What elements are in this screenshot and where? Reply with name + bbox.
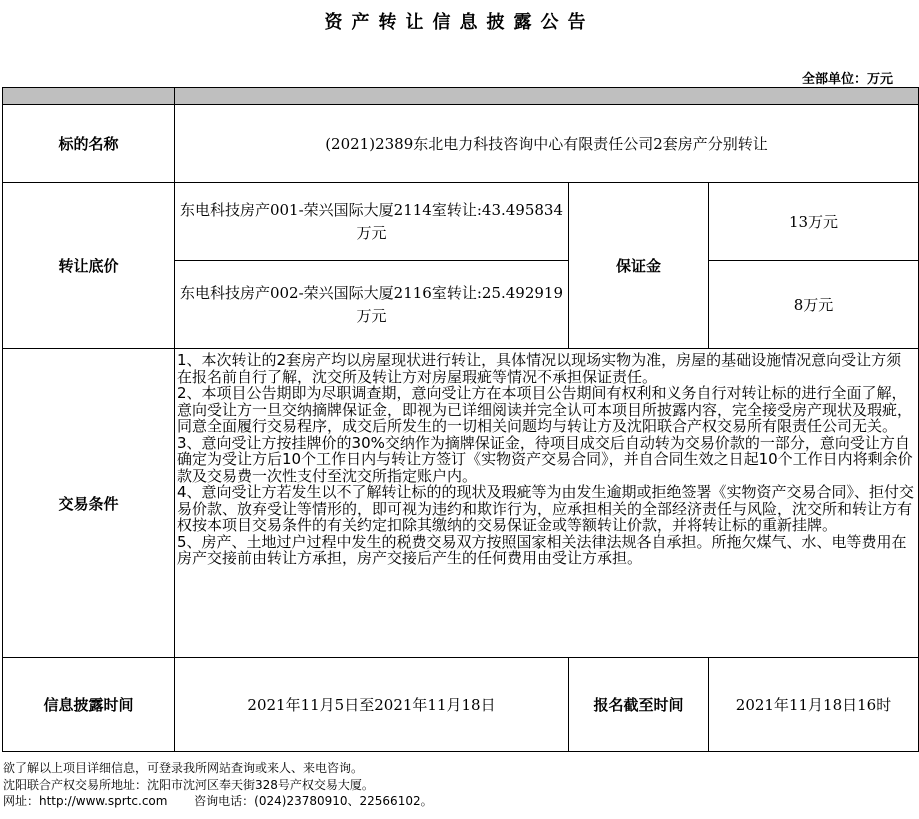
deposit-value-1: 13万元	[709, 183, 919, 261]
price-row-1	[3, 183, 919, 261]
footer-line-1: 欲了解以上项目详细信息，可登录我所网站查询或来人、来电咨询。	[3, 761, 364, 775]
conditions-text	[175, 349, 919, 658]
price-item-2: 东电科技房产002-荣兴国际大厦2116室转让:25.492919万元	[175, 261, 569, 349]
unit-label: 全部单位：万元	[801, 72, 893, 87]
price-label: 转让底价	[3, 183, 175, 349]
footer-line-3	[3, 793, 433, 810]
condition-item-1: 1、本次转让的2套房产均以房屋现状进行转让，具体情况以现场实物为准，房屋的基础设施情况意向受让方须在报名前自行了解，沈交所及转让方对房屋瑕疵等情况不承担保证责任。	[177, 351, 902, 386]
conditions-row	[3, 349, 919, 658]
subject-row	[3, 105, 919, 183]
condition-item-2: 2、本项目公告期即为尽职调查期，意向受让方在本项目公告期间有权利和义务自行对转让标的进行全面了解，意向受让方一旦交纳摘牌保证金，即视为已详细阅读并完全认可本项目所披露内容，完全接受房产现状及瑕疵，同意全面履行交易程序，成交后所发生的一切相关问题均与转让方及沈阳联合产权交易所有限责任公司无关。	[177, 384, 913, 435]
footer-line-2: 沈阳联合产权交易所地址：沈阳市沈河区奉天街328号产权交易大厦。	[3, 777, 374, 792]
announcement-table	[2, 87, 919, 752]
price-item-1: 东电科技房产001-荣兴国际大厦2114室转让:43.495834万元	[175, 183, 569, 261]
table-header-bar	[3, 88, 919, 105]
subject-value: (2021)2389东北电力科技咨询中心有限责任公司2套房产分别转让	[175, 105, 919, 183]
deadline-label: 报名截至时间	[569, 658, 709, 752]
timing-row	[3, 658, 919, 752]
disclosure-value: 2021年11月5日至2021年11月18日	[175, 658, 569, 752]
condition-item-4: 4、意向受让方若发生以不了解转让标的的现状及瑕疵等为由发生逾期或拒绝签署《实物资产交易合同》、拒付交易价款、放弃受让等情形的，即可视为违约和欺诈行为，应承担相关的全部经济责任与风险，沈交所和转让方有权按本项目交易条件的有关约定扣除其缴纳的交易保证金或等额转让价款，并将转让标的重新挂牌。	[177, 483, 915, 534]
condition-item-5: 5、房产、土地过户过程中发生的税费交易双方按照国家相关法律法规各自承担。所拖欠煤气、水、电等费用在房产交接前由转让方承担，房产交接后产生的任何费用由受让方承担。	[177, 532, 907, 567]
disclosure-label: 信息披露时间	[3, 658, 175, 752]
deposit-value-2: 8万元	[709, 261, 919, 349]
deposit-label: 保证金	[569, 183, 709, 349]
footer-phone: 咨询电话：(024)23780910、22566102。	[194, 794, 433, 808]
page-title: 资产转让信息披露公告	[324, 12, 595, 33]
deadline-value: 2021年11月18日16时	[709, 658, 919, 752]
conditions-label: 交易条件	[3, 349, 175, 658]
footer	[3, 760, 433, 810]
condition-item-3: 3、意向受让方按挂牌价的30%交纳作为摘牌保证金，待项目成交后自动转为交易价款的一部分，意向受让方自确定为受让方后10个工作日内与转让方签订《实物资产交易合同》，并自合同生效之日起10个工作日内将剩余价款及交易费一次性支付至沈交所指定账户内。	[177, 433, 913, 485]
subject-label: 标的名称	[3, 105, 175, 183]
footer-website-link[interactable]: 网址：http://www.sprtc.com	[3, 794, 168, 808]
